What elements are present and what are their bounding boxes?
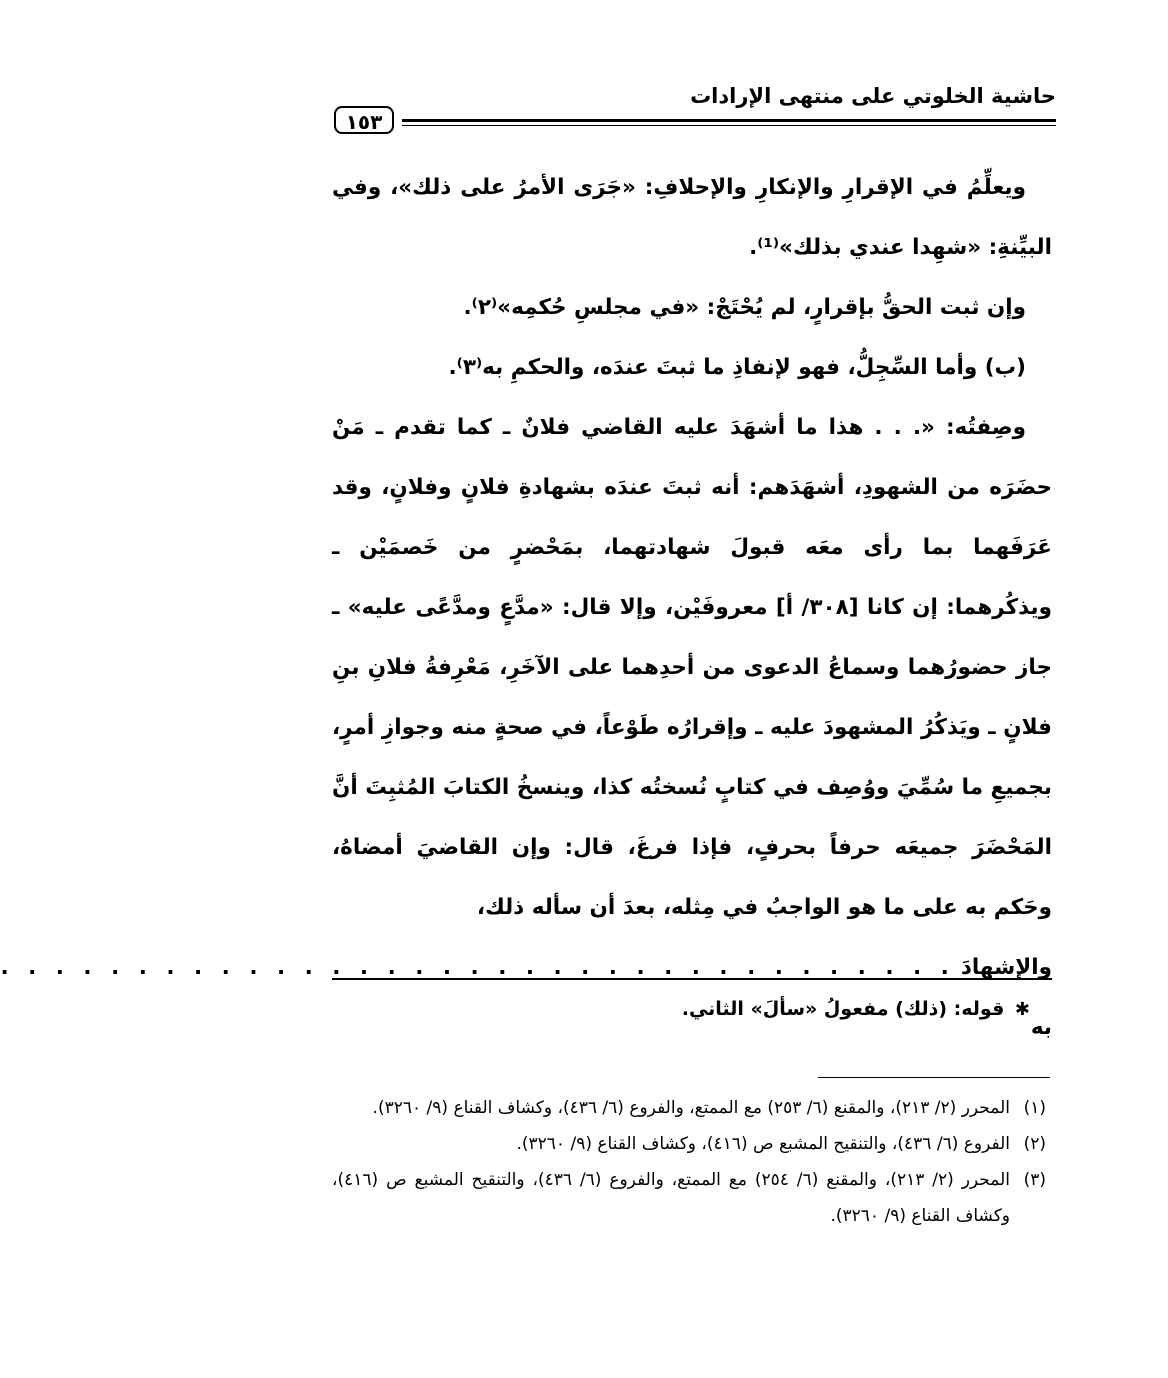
main-text bbox=[0, 158, 1052, 1058]
footnote-number: (١) bbox=[1023, 1098, 1046, 1118]
page-number: ١٥٣ bbox=[334, 106, 394, 134]
page-header bbox=[326, 80, 1056, 150]
footnote-1 bbox=[332, 1090, 1046, 1126]
paragraph-2: وإن ثبت الحقُّ بإقرارٍ، لم يُحْتَجْ: «في مجلسِ حُكمِه»⁽٢⁾. bbox=[463, 295, 1026, 320]
paragraph-3: (ب) وأما السِّجِلُّ، فهو لإنفاذِ ما ثبتَ عندَه، والحكمِ به⁽٣⁾. bbox=[448, 355, 1026, 380]
text-separator-rule bbox=[332, 978, 1052, 980]
header-rule-thick bbox=[402, 119, 1056, 122]
header-rule-thin bbox=[402, 125, 1056, 126]
asterisk-icon: ✱ bbox=[1014, 999, 1030, 1020]
paragraph-1: ويعلِّمُ في الإقرارِ والإنكارِ والإحلافِ: «جَرَى الأمرُ على ذلك»، وفي البيِّنةِ: «شهِدا عندي بذلك»⁽¹⁾. bbox=[332, 175, 1052, 260]
footnote-number: (٣) bbox=[1023, 1170, 1046, 1190]
footnote-3 bbox=[332, 1162, 1046, 1234]
running-title: حاشية الخلوتي على منتهى الإرادات bbox=[690, 84, 1056, 108]
footnote-separator-rule bbox=[818, 1077, 1050, 1078]
footnote-text: الفروع (٦/ ٤٣٦)، والتنقيح المشبع ص (٤١٦)، وكشاف القناع (٩/ ٣٢٦٠). bbox=[516, 1134, 1010, 1154]
footnote-2 bbox=[332, 1126, 1046, 1162]
footnote-text: المحرر (٢/ ٢١٣)، والمقنع (٦/ ٢٥٤) مع الممتع، والفروع (٦/ ٤٣٦)، والتنقيح المشبع ص (٤١٦)، وكشاف القناع (٩/ ٣٢٦٠). bbox=[332, 1170, 1010, 1226]
footnote-number: (٢) bbox=[1023, 1134, 1046, 1154]
paragraph-4: وصِفتُه: «. . . هذا ما أشهَدَ عليه القاضي فلانٌ ـ كما تقدم ـ مَنْ حضَرَه من الشهودِ، أشهَدَهم: أنه ثبتَ عندَه بشهادةِ فلانٍ وفلانٍ، وقد عَرَفَهما بما رأى معَه قبولَ شهادتهما، بمَحْضرٍ من خَصمَيْن ـ ويذكُرهما: إن كانا [٣٠٨/ أ] معروفَيْن، وإلا قال: «مدَّعٍ ومدَّعًى عليه» ـ جاز حضورُهما وسماعُ الدعوى من أحدِهما على الآخَرِ، مَعْرِفةُ فلانِ بنِ فلانٍ ـ ويَذكُرُ المشهودَ عليه ـ وإقرارُه طَوْعاً، في صحةٍ منه وجوازِ أمرٍ، بجميعِ ما سُمِّيَ ووُصِف في كتابٍ نُسختُه كذا، وينسخُ الكتابَ المُثبِتَ أنَّ المَحْضَرَ جميعَه حرفاً بحرفٍ، فإذا فرغَ، قال: وإن القاضيَ أمضاهُ، وحَكم به على ما هو الواجبُ في مِثله، بعدَ أن سأله ذلك، bbox=[332, 415, 1052, 920]
commentary-text: قوله: (ذلك) مفعولُ «سألَ» الثاني. bbox=[681, 998, 1005, 1020]
dot-leader: . . . . . . . . . . . . . . . . . . . . . . . . . . . . . . . . . . . bbox=[0, 955, 955, 980]
footnote-text: المحرر (٢/ ٢١٣)، والمقنع (٦/ ٢٥٣) مع الممتع، والفروع (٦/ ٤٣٦)، وكشاف القناع (٩/ ٣٢٦٠). bbox=[372, 1098, 1010, 1118]
paragraph-4-last-words: والإشهادَ به bbox=[960, 955, 1052, 1040]
footnotes bbox=[332, 1090, 1046, 1234]
commentary-note bbox=[332, 992, 1030, 1027]
